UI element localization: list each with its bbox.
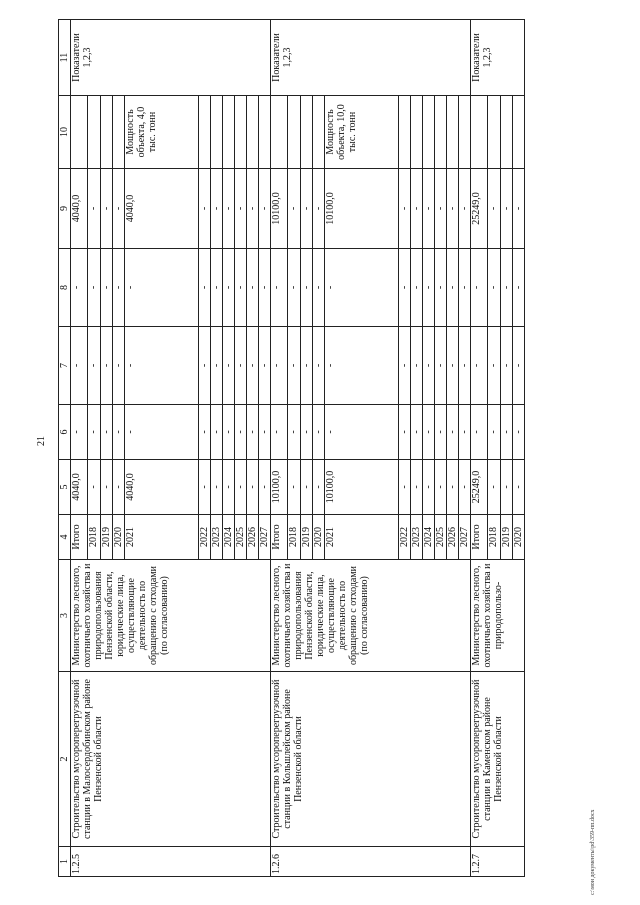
value-cell: 25249,0 [471,169,488,249]
value-cell: - [471,327,488,405]
item-executor: Министерство лесного, охотничьего хозяйства и природопользо- [471,560,525,672]
header-row [59,20,71,877]
value-cell: - [88,460,101,515]
capacity-cell [211,96,223,169]
year-cell: 2024 [223,515,235,560]
value-cell: - [471,405,488,460]
value-cell: - [447,405,459,460]
value-cell: - [435,169,447,249]
value-cell: - [325,327,399,405]
capacity-cell [447,96,459,169]
capacity-cell: Мощность объекта, 4,0 тыс. тонн [125,96,199,169]
value-cell: - [223,460,235,515]
capacity-cell [101,96,113,169]
value-cell: - [301,249,313,327]
value-cell: - [113,460,125,515]
capacity-cell [411,96,423,169]
value-cell: - [211,327,223,405]
value-cell: - [423,249,435,327]
item-number: 1.2.7 [471,847,525,877]
value-cell: - [325,249,399,327]
value-cell: 4040,0 [71,169,88,249]
value-cell: - [235,460,247,515]
col-header: 1 [59,847,71,877]
capacity-cell [88,96,101,169]
value-cell: - [235,327,247,405]
value-cell: - [247,460,259,515]
capacity-cell [288,96,301,169]
col-header: 11 [59,20,71,96]
year-cell: 2020 [113,515,125,560]
year-cell: 2023 [411,515,423,560]
capacity-cell [223,96,235,169]
year-cell: 2021 [325,515,399,560]
value-cell: - [399,249,411,327]
table-row [71,20,88,877]
year-cell: 2020 [313,515,325,560]
value-cell: - [223,405,235,460]
capacity-cell [513,96,525,169]
value-cell: - [288,249,301,327]
value-cell: - [513,405,525,460]
value-cell: - [501,405,513,460]
value-cell: - [235,169,247,249]
year-cell: 2025 [435,515,447,560]
value-cell: - [211,169,223,249]
capacity-cell [471,96,488,169]
value-cell: - [423,327,435,405]
footer-path: c:\мои документы\pd\359-пп.docx [590,809,596,895]
value-cell: - [411,405,423,460]
value-cell: - [325,405,399,460]
value-cell: - [399,405,411,460]
value-cell: - [447,460,459,515]
capacity-cell [435,96,447,169]
value-cell: - [513,327,525,405]
year-cell: 2019 [301,515,313,560]
program-table [58,19,525,877]
year-cell: 2023 [211,515,223,560]
item-number: 1.2.6 [271,847,471,877]
value-cell: - [513,249,525,327]
year-cell: 2020 [513,515,525,560]
year-cell: 2026 [247,515,259,560]
value-cell: - [501,327,513,405]
year-cell: Итого [71,515,88,560]
year-cell: 2025 [235,515,247,560]
value-cell: - [459,327,471,405]
year-cell: 2024 [423,515,435,560]
col-header: 5 [59,460,71,515]
year-cell: 2026 [447,515,459,560]
value-cell: - [488,327,501,405]
value-cell: - [125,405,199,460]
year-cell: 2022 [199,515,211,560]
value-cell: - [247,327,259,405]
value-cell: 10100,0 [271,169,288,249]
item-number: 1.2.5 [71,847,271,877]
value-cell: - [88,249,101,327]
capacity-cell [113,96,125,169]
value-cell: - [211,405,223,460]
value-cell: - [411,460,423,515]
year-cell: 2027 [459,515,471,560]
value-cell: - [125,327,199,405]
value-cell: - [235,249,247,327]
value-cell: 10100,0 [271,460,288,515]
col-header: 10 [59,96,71,169]
capacity-cell [488,96,501,169]
value-cell: - [301,405,313,460]
year-cell: 2019 [501,515,513,560]
value-cell: - [223,327,235,405]
value-cell: - [501,460,513,515]
value-cell: - [313,249,325,327]
value-cell: - [435,249,447,327]
indicator-cell: Показатели 1,2,3 [271,20,471,96]
value-cell: - [113,327,125,405]
value-cell: - [411,327,423,405]
year-cell: 2019 [101,515,113,560]
page-number: 21 [36,436,47,446]
value-cell: - [101,460,113,515]
value-cell: 25249,0 [471,460,488,515]
value-cell: - [501,249,513,327]
value-cell: - [199,249,211,327]
value-cell: - [211,249,223,327]
value-cell: - [313,460,325,515]
year-cell: 2018 [88,515,101,560]
value-cell: - [71,249,88,327]
value-cell: - [399,169,411,249]
table-body [71,20,525,877]
value-cell: - [101,327,113,405]
value-cell: - [259,249,271,327]
value-cell: - [423,405,435,460]
value-cell: - [101,249,113,327]
value-cell: - [301,460,313,515]
capacity-cell [423,96,435,169]
value-cell: - [423,460,435,515]
col-header: 2 [59,672,71,847]
value-cell: - [513,460,525,515]
value-cell: - [301,327,313,405]
value-cell: - [71,327,88,405]
capacity-cell [313,96,325,169]
value-cell: - [199,460,211,515]
item-name: Строительство мусороперегрузочной станции в Каменском районе Пензенской области [471,672,525,847]
table-row [471,20,488,877]
value-cell: - [411,169,423,249]
value-cell: - [513,169,525,249]
col-header: 6 [59,405,71,460]
value-cell: - [199,405,211,460]
capacity-cell [259,96,271,169]
value-cell: - [199,327,211,405]
value-cell: - [411,249,423,327]
item-name: Строительство мусороперегрузочной станции в Малосердобинском районе Пензенской области [71,672,271,847]
value-cell: - [259,460,271,515]
value-cell: - [125,249,199,327]
capacity-cell [399,96,411,169]
value-cell: - [313,327,325,405]
value-cell: - [259,169,271,249]
year-cell: 2027 [259,515,271,560]
value-cell: - [399,460,411,515]
value-cell: - [459,249,471,327]
value-cell: - [71,405,88,460]
value-cell: - [88,327,101,405]
value-cell: - [459,169,471,249]
value-cell: - [247,249,259,327]
value-cell: - [435,327,447,405]
value-cell: - [423,169,435,249]
item-executor: Министерство лесного, охотничьего хозяйства и природопользования Пензенской области, юридические лица, осуществляющие деятельность по обращению с отходами (по согласованию) [271,560,471,672]
capacity-cell [459,96,471,169]
value-cell: - [113,405,125,460]
capacity-cell: Мощность объекта, 10,0 тыс. тонн [325,96,399,169]
year-cell: 2018 [288,515,301,560]
value-cell: - [399,327,411,405]
value-cell: - [288,327,301,405]
value-cell: - [488,460,501,515]
value-cell: - [211,460,223,515]
value-cell: - [113,249,125,327]
item-name: Строительство мусороперегрузочной станции в Кольшлейском районе Пензенской области [271,672,471,847]
rotated-table-container [58,20,613,877]
value-cell: - [271,249,288,327]
value-cell: - [471,249,488,327]
value-cell: - [259,405,271,460]
year-cell: 2018 [488,515,501,560]
value-cell: - [288,460,301,515]
value-cell: - [101,169,113,249]
col-header: 8 [59,249,71,327]
year-cell: Итого [271,515,288,560]
value-cell: - [435,405,447,460]
value-cell: - [501,169,513,249]
col-header: 3 [59,560,71,672]
capacity-cell [199,96,211,169]
value-cell: 4040,0 [71,460,88,515]
value-cell: - [301,169,313,249]
value-cell: - [288,169,301,249]
capacity-cell [501,96,513,169]
value-cell: - [223,249,235,327]
col-header: 9 [59,169,71,249]
value-cell: - [259,327,271,405]
year-cell: 2022 [399,515,411,560]
value-cell: 10100,0 [325,460,399,515]
indicator-cell: Показатели 1,2,3 [71,20,271,96]
capacity-cell [247,96,259,169]
value-cell: - [223,169,235,249]
col-header: 4 [59,515,71,560]
capacity-cell [271,96,288,169]
item-executor: Министерство лесного, охотничьего хозяйства и природопользования Пензенской области, юридические лица, осуществляющие деятельность по обращению с отходами (по согласованию) [71,560,271,672]
value-cell: - [101,405,113,460]
value-cell: - [313,169,325,249]
value-cell: - [88,169,101,249]
value-cell: - [247,169,259,249]
value-cell: - [459,405,471,460]
year-cell: Итого [471,515,488,560]
col-header: 7 [59,327,71,405]
value-cell: - [488,405,501,460]
value-cell: - [247,405,259,460]
value-cell: - [271,405,288,460]
capacity-cell [71,96,88,169]
value-cell: - [199,169,211,249]
value-cell: - [435,460,447,515]
value-cell: 4040,0 [125,460,199,515]
value-cell: - [88,405,101,460]
value-cell: - [313,405,325,460]
value-cell: - [447,169,459,249]
capacity-cell [235,96,247,169]
value-cell: - [288,405,301,460]
indicator-cell: Показатели 1,2,3 [471,20,525,96]
value-cell: - [113,169,125,249]
year-cell: 2021 [125,515,199,560]
value-cell: - [447,327,459,405]
capacity-cell [301,96,313,169]
value-cell: - [235,405,247,460]
value-cell: - [488,249,501,327]
value-cell: - [271,327,288,405]
table-row [271,20,288,877]
value-cell: - [447,249,459,327]
value-cell: 10100,0 [325,169,399,249]
value-cell: - [459,460,471,515]
value-cell: 4040,0 [125,169,199,249]
value-cell: - [488,169,501,249]
